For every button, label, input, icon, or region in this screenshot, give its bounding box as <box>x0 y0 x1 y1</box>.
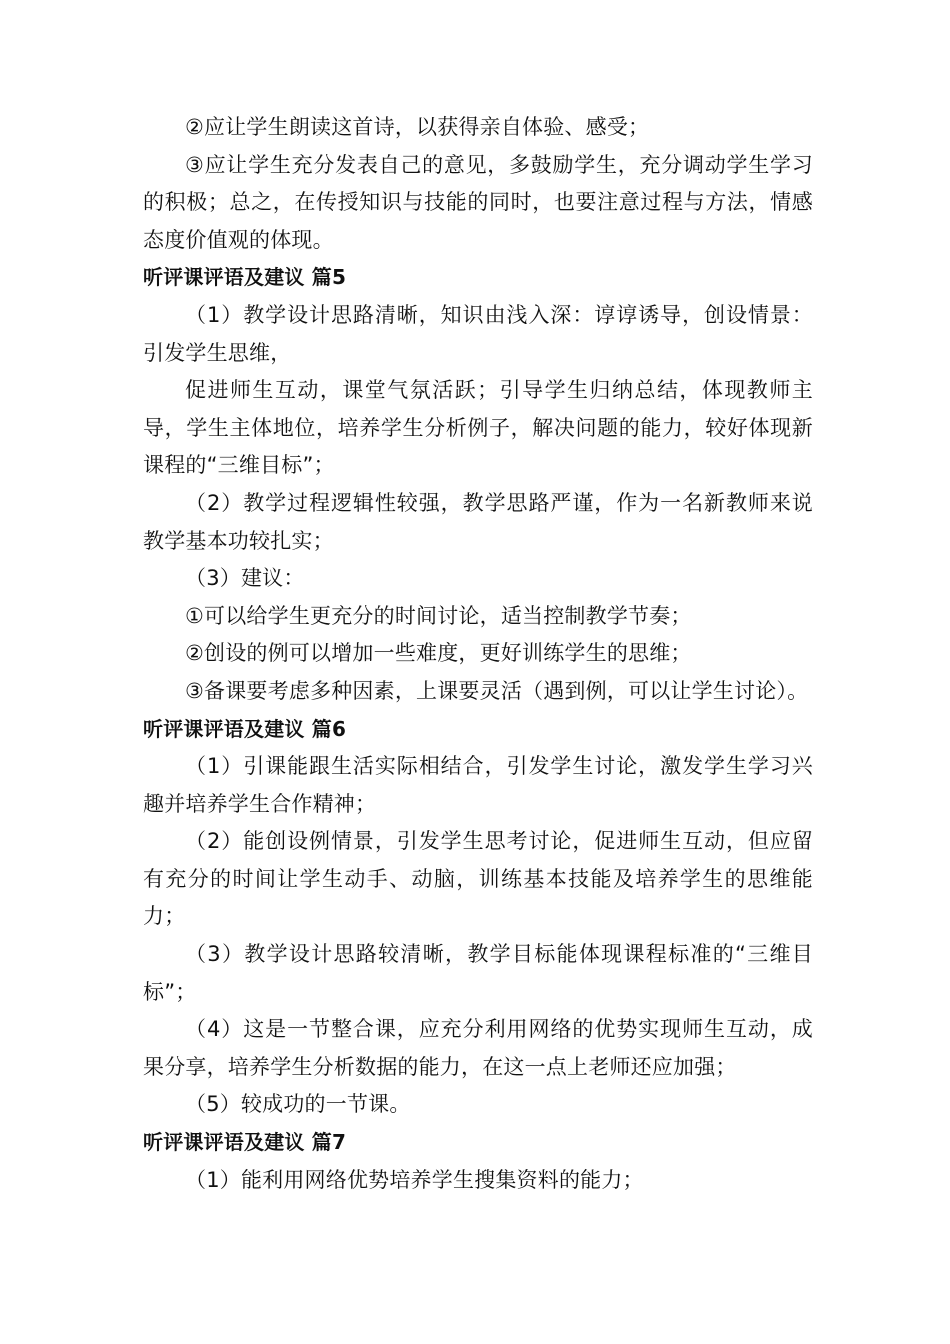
paragraph: （5）较成功的一节课。 <box>185 1092 411 1117</box>
paragraph: （4）这是一节整合课，应充分利用网络的优势实现师生互动，成果分享，培养学生分析数据的能力，在这一点上老师还应加强； <box>143 1017 813 1079</box>
paragraph: 促进师生互动，课堂气氛活跃；引导学生归纳总结，体现教师主导，学生主体地位，培养学生分析例子，解决问题的能力，较好体现新课程的“三维目标”； <box>143 378 813 478</box>
paragraph: （1）能利用网络优势培养学生搜集资料的能力； <box>185 1167 644 1192</box>
section-heading: 听评课评语及建议 篇7 <box>143 1130 347 1155</box>
paragraph: ②应让学生朗读这首诗，以获得亲自体验、感受； <box>185 115 650 139</box>
paragraph: （1）教学设计思路清晰，知识由浅入深：谆谆诱导，创设情景：引发学生思维， <box>143 302 813 365</box>
paragraph: ③应让学生充分发表自己的意见，多鼓励学生，充分调动学生学习的积极；总之，在传授知识与技能的同时，也要注意过程与方法，情感态度价值观的体现。 <box>143 152 813 252</box>
paragraph: （2）能创设例情景，引发学生思考讨论，促进师生互动，但应留有充分的时间让学生动手、动脑，训练基本技能及培养学生的思维能力； <box>143 829 813 929</box>
paragraph: （2）教学过程逻辑性较强，教学思路严谨，作为一名新教师来说教学基本功较扎实； <box>143 490 813 553</box>
paragraph: ③备课要考虑多种因素，上课要灵活（遇到例，可以让学生讨论）。 <box>185 678 809 703</box>
paragraph: （1）引课能跟生活实际相结合，引发学生讨论，激发学生学习兴趣并培养学生合作精神； <box>143 754 813 816</box>
section-heading: 听评课评语及建议 篇5 <box>143 265 347 290</box>
paragraph: （3）建议： <box>185 566 305 591</box>
paragraph: ②创设的例可以增加一些难度，更好训练学生的思维； <box>185 641 692 666</box>
document-body <box>143 109 813 1199</box>
paragraph: （3）教学设计思路较清晰，教学目标能体现课程标准的“三维目标”； <box>143 942 813 1004</box>
paragraph: ①可以给学生更充分的时间讨论，适当控制教学节奏； <box>185 603 692 628</box>
section-heading: 听评课评语及建议 篇6 <box>143 716 347 741</box>
